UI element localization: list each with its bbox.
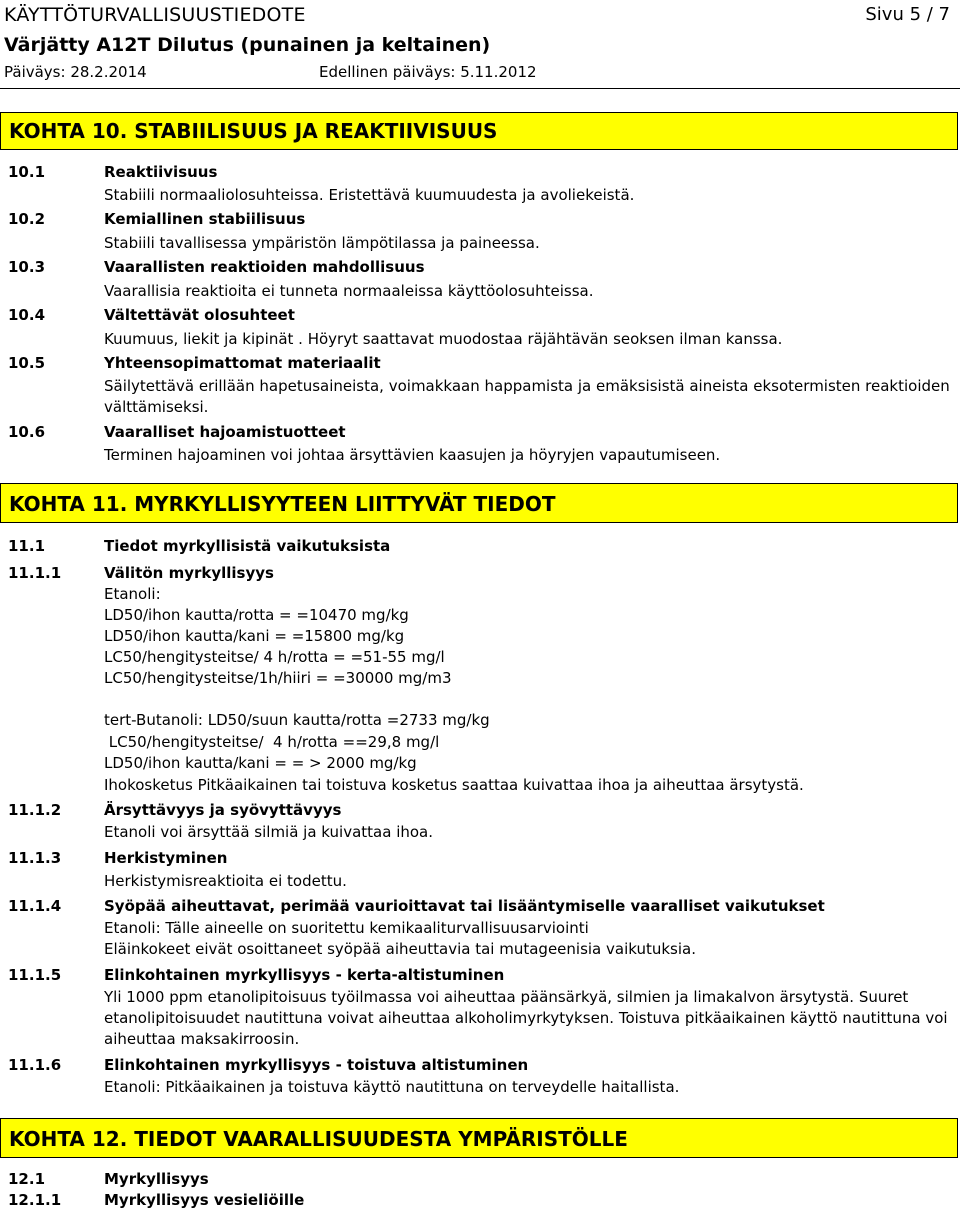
subsection-number: 10.3 — [8, 258, 46, 276]
subsection-text: Säilytettävä erillään hapetusaineista, voimakkaan happamista ja emäksisistä aineista eksotermisten reaktioiden — [104, 377, 950, 395]
product-name: Värjätty A12T DiIutus (punainen ja keltainen) — [4, 34, 491, 56]
section-11-header — [0, 483, 958, 523]
subsection-number: 11.1.1 — [8, 564, 62, 582]
page-number: Sivu 5 / 7 — [865, 4, 950, 25]
subsection-text: Yli 1000 ppm etanolipitoisuus työilmassa voi aiheuttaa päänsärkyä, silmien ja limakalvon ärsytystä. Suuret — [104, 988, 909, 1006]
toxicity-line: LC50/hengitysteitse/ 4 h/rotta = =51-55 mg/l — [104, 648, 445, 666]
subsection-number: 10.2 — [8, 210, 46, 228]
subsection-title: Välitön myrkyllisyys — [104, 564, 274, 582]
subsection-number: 11.1.5 — [8, 966, 62, 984]
subsection-text: Terminen hajoaminen voi johtaa ärsyttävien kaasujen ja höyryjen vapautumiseen. — [104, 446, 721, 464]
subsection-title: Elinkohtainen myrkyllisyys - kerta-altistuminen — [104, 966, 505, 984]
section-10-header — [0, 112, 958, 150]
subsection-title: Vältettävät olosuhteet — [104, 306, 295, 324]
subsection-text: etanolipitoisuudet nautittuna voivat aiheuttaa alkoholimyrkytyksen. Toistuva pitkäaikainen käyttö nautittuna voi — [104, 1009, 948, 1027]
subsection-number: 12.1 — [8, 1170, 46, 1188]
subsection-text: Etanoli: Pitkäaikainen ja toistuva käyttö nautittuna on terveydelle haitallista. — [104, 1078, 680, 1096]
subsection-title: Herkistyminen — [104, 849, 228, 867]
subsection-number: 11.1.4 — [8, 897, 62, 915]
subsection-title: Yhteensopimattomat materiaalit — [104, 354, 381, 372]
subsection-number: 11.1.2 — [8, 801, 62, 819]
subsection-number: 11.1.6 — [8, 1056, 62, 1074]
header-divider — [0, 88, 960, 89]
subsection-text: Herkistymisreaktioita ei todettu. — [104, 872, 347, 890]
subsection-title: Ärsyttävyys ja syövyttävyys — [104, 801, 342, 819]
subsection-title: Myrkyllisyys — [104, 1170, 209, 1188]
subsection-text: Stabiili normaaliolosuhteissa. Eristettävä kuumuudesta ja avoliekeistä. — [104, 186, 635, 204]
subsection-text: aiheuttaa maksakirroosin. — [104, 1030, 300, 1048]
previous-revision-date: Edellinen päiväys: 5.11.2012 — [319, 63, 537, 81]
subsection-text: Etanoli voi ärsyttää silmiä ja kuivattaa ihoa. — [104, 823, 434, 841]
toxicity-line: LD50/ihon kautta/rotta = =10470 mg/kg — [104, 606, 409, 624]
section-12-title: KOHTA 12. TIEDOT VAARALLISUUDESTA YMPÄRISTÖLLE — [9, 1127, 628, 1151]
section-12-header — [0, 1118, 958, 1158]
subsection-text: Vaarallisia reaktioita ei tunneta normaaleissa käyttöolosuhteissa. — [104, 282, 594, 300]
subsection-number: 11.1 — [8, 537, 46, 555]
subsection-text: Eläinkokeet eivät osoittaneet syöpää aiheuttavia tai mutageenisia vaikutuksia. — [104, 940, 697, 958]
subsection-title: Elinkohtainen myrkyllisyys - toistuva altistuminen — [104, 1056, 529, 1074]
section-11-title: KOHTA 11. MYRKYLLISYYTEEN LIITTYVÄT TIEDOT — [9, 492, 556, 516]
toxicity-line: tert-Butanoli: LD50/suun kautta/rotta =2733 mg/kg — [104, 711, 490, 729]
subsection-number: 12.1.1 — [8, 1191, 62, 1209]
subsection-number: 10.5 — [8, 354, 46, 372]
subsection-number: 10.1 — [8, 163, 46, 181]
subsection-number: 11.1.3 — [8, 849, 62, 867]
toxicity-line: LD50/ihon kautta/kani = =15800 mg/kg — [104, 627, 405, 645]
section-10-title: KOHTA 10. STABIILISUUS JA REAKTIIVISUUS — [9, 119, 498, 143]
subsection-title: Kemiallinen stabiilisuus — [104, 210, 306, 228]
subsection-title: Tiedot myrkyllisistä vaikutuksista — [104, 537, 391, 555]
subsection-title: Vaarallisten reaktioiden mahdollisuus — [104, 258, 425, 276]
subsection-text: Stabiili tavallisessa ympäristön lämpötilassa ja paineessa. — [104, 234, 540, 252]
subsection-number: 10.6 — [8, 423, 46, 441]
toxicity-line: Ihokosketus Pitkäaikainen tai toistuva kosketus saattaa kuivattaa ihoa ja aiheuttaa ärsytystä. — [104, 776, 804, 794]
revision-date: Päiväys: 28.2.2014 — [4, 63, 147, 81]
toxicity-line: Etanoli: — [104, 585, 161, 603]
subsection-text: välttämiseksi. — [104, 398, 209, 416]
subsection-title: Vaaralliset hajoamistuotteet — [104, 423, 346, 441]
subsection-title: Syöpää aiheuttavat, perimää vaurioittavat tai lisääntymiselle vaaralliset vaikutukset — [104, 897, 825, 915]
subsection-title: Reaktiivisuus — [104, 163, 218, 181]
subsection-text: Etanoli: Tälle aineelle on suoritettu kemikaaliturvallisuusarviointi — [104, 919, 589, 937]
subsection-text: Kuumuus, liekit ja kipinät . Höyryt saattavat muodostaa räjähtävän seoksen ilman kanssa. — [104, 330, 783, 348]
subsection-number: 10.4 — [8, 306, 46, 324]
toxicity-line: LD50/ihon kautta/kani = = > 2000 mg/kg — [104, 754, 417, 772]
toxicity-line: LC50/hengitysteitse/1h/hiiri = =30000 mg/m3 — [104, 669, 452, 687]
toxicity-line: LC50/hengitysteitse/ 4 h/rotta ==29,8 mg/l — [104, 733, 440, 751]
subsection-title: Myrkyllisyys vesieliöille — [104, 1191, 305, 1209]
document-title: KÄYTTÖTURVALLISUUSTIEDOTE — [4, 4, 306, 26]
